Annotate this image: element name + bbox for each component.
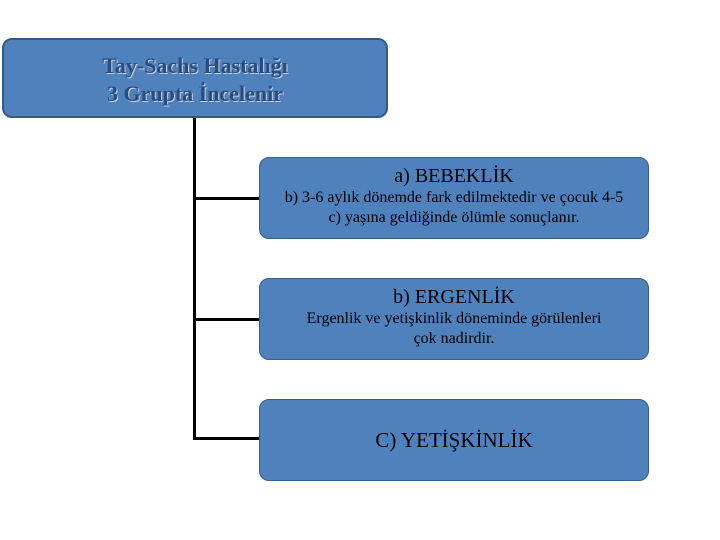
node-adolescence-desc-line-2: çok nadirdir. bbox=[413, 330, 495, 347]
node-infancy-desc-line-2: c) yaşına geldiğinde ölümle sonuçlanır. bbox=[328, 209, 580, 226]
node-adolescence-title: b) ERGENLİK bbox=[393, 286, 515, 308]
node-infancy-desc-line-1: b) 3-6 aylık dönemde fark edilmektedir ve çocuk 4-5 bbox=[284, 189, 624, 206]
connector-branch-adolescence bbox=[193, 318, 260, 321]
connector-trunk bbox=[193, 118, 196, 440]
node-infancy-title: a) BEBEKLİK bbox=[394, 165, 514, 187]
root-node bbox=[2, 38, 388, 118]
node-adolescence-desc-line-1: Ergenlik ve yetişkinlik döneminde görülenleri bbox=[306, 310, 602, 327]
node-adulthood-title: C) YETİŞKİNLİK bbox=[375, 428, 533, 452]
root-title-line-1: Tay-Sachs Hastalığı bbox=[102, 53, 288, 78]
node-adolescence bbox=[259, 278, 649, 360]
connector-branch-adulthood bbox=[193, 437, 260, 440]
root-title-line-2: 3 Grupta İncelenir bbox=[107, 81, 283, 106]
node-infancy bbox=[259, 157, 649, 239]
node-adulthood bbox=[259, 399, 649, 481]
